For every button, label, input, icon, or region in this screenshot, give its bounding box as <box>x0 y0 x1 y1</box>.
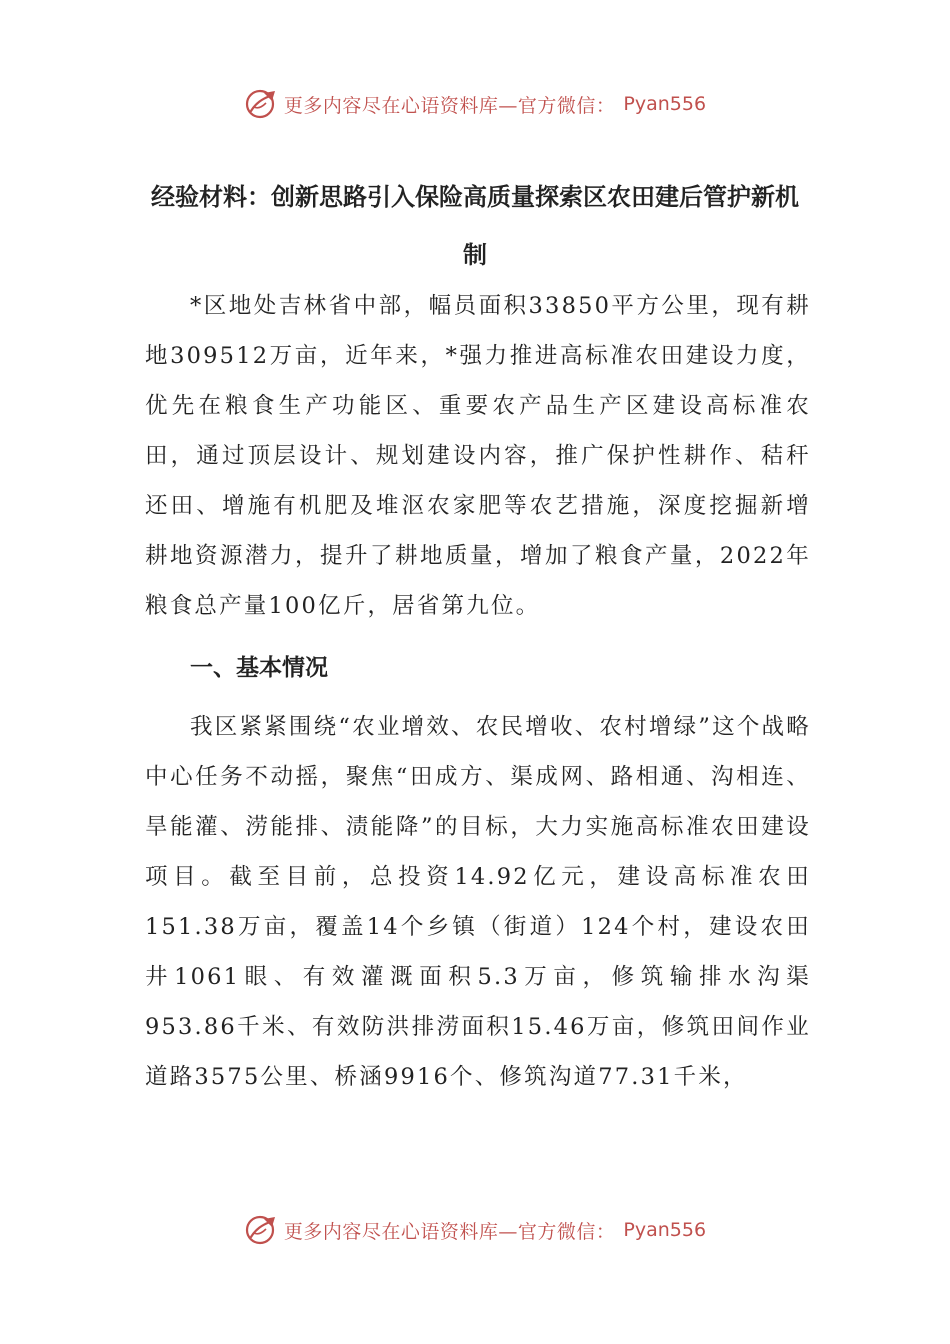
document-title: 经验材料：创新思路引入保险高质量探索区农田建后管护新机制 <box>151 183 799 269</box>
footer-watermark <box>0 1210 950 1250</box>
watermark-text: 更多内容尽在心语资料库—官方微信： <box>283 94 616 117</box>
section-heading: 一、基本情况 <box>190 655 328 681</box>
watermark-text: 更多内容尽在心语资料库—官方微信： <box>283 1220 616 1243</box>
pen-logo-icon <box>244 1213 278 1247</box>
intro-paragraph: *区地处吉林省中部，幅员面积33850平方公里，现有耕地309512万亩，近年来，*强力推进高标准农田建设力度，优先在粮食生产功能区、重要农产品生产区建设高标准农田，通过顶层设计、规划建设内容，推广保护性耕作、秸秆还田、增施有机肥及堆沤农家肥等农艺措施，深度挖掘新增耕地资源潜力，提升了耕地质量，增加了粮食产量，2022年粮食总产量100亿斤，居省第九位。 <box>145 293 811 619</box>
watermark-wechat-id: Pyan556 <box>623 1219 707 1241</box>
watermark-wechat-id: Pyan556 <box>623 93 707 115</box>
header-watermark <box>0 84 950 124</box>
pen-logo-icon <box>244 87 278 121</box>
body-paragraph: 我区紧紧围绕“农业增效、农民增收、农村增绿”这个战略中心任务不动摇，聚焦“田成方、渠成网、路相通、沟相连、旱能灌、涝能排、渍能降”的目标，大力实施高标准农田建设项目。截至目前，总投资14.92亿元，建设高标准农田151.38万亩，覆盖14个乡镇（街道）124个村，建设农田井1061眼、有效灌溉面积5.3万亩，修筑输排水沟渠953.86千米、有效防洪排涝面积15.46万亩，修筑田间作业道路3575公里、桥涵9916个、修筑沟道77.31千米， <box>145 714 811 1090</box>
